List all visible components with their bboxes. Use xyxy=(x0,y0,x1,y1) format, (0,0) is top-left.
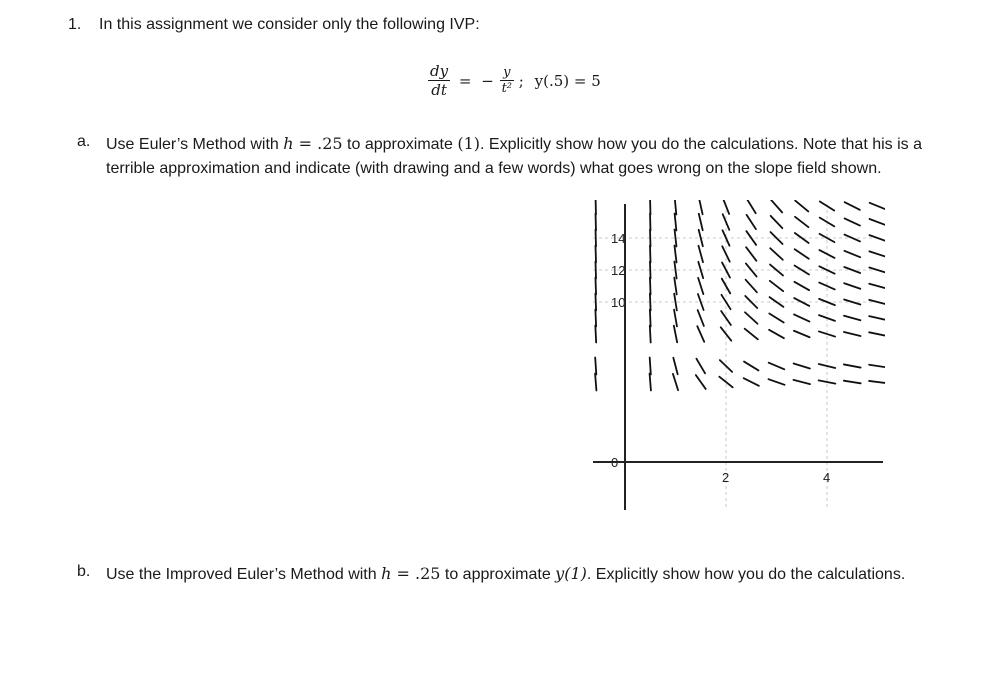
part-b-text xyxy=(106,562,936,587)
slope-segment xyxy=(869,316,885,320)
slope-segment xyxy=(795,217,808,227)
y-tick-label: 14 xyxy=(611,231,626,246)
ivp-equation xyxy=(428,62,601,99)
t-tick-label: 2 xyxy=(722,470,730,485)
y-tick-label: 10 xyxy=(611,295,626,310)
part-b-target: y(1) xyxy=(555,564,587,583)
slope-segment xyxy=(794,314,809,321)
slope-segments xyxy=(585,200,885,390)
slope-segment xyxy=(744,378,759,386)
slope-segment xyxy=(595,358,596,375)
slope-segment xyxy=(870,203,885,209)
slope-segment xyxy=(674,262,676,279)
slope-segment xyxy=(770,281,783,291)
slope-segment xyxy=(870,219,885,225)
slope-segment xyxy=(769,363,785,370)
slope-segment xyxy=(650,246,651,263)
slope-segment xyxy=(674,310,677,327)
slope-segment xyxy=(698,278,703,294)
slope-segment xyxy=(595,246,596,263)
slope-segment xyxy=(673,374,678,390)
slope-segment xyxy=(794,282,809,290)
slope-segment xyxy=(674,326,677,343)
slope-segment xyxy=(844,364,861,367)
slope-segment xyxy=(844,332,861,336)
slope-segment xyxy=(844,283,860,289)
slope-segment xyxy=(696,375,706,389)
part-a-text-2: to approximate xyxy=(342,136,458,153)
derivative-denominator: dt xyxy=(431,81,447,99)
slope-segment xyxy=(595,278,596,295)
part-b-h-value: = .25 xyxy=(391,564,441,583)
slope-segment xyxy=(650,294,651,311)
slope-segment xyxy=(746,231,756,245)
slope-segment xyxy=(650,310,651,327)
slope-segment xyxy=(697,326,704,342)
part-a-ref: (1) xyxy=(457,134,481,153)
part-b-text-1: Use the Improved Euler’s Method with xyxy=(106,566,382,583)
slope-segment xyxy=(746,247,756,261)
slope-segment xyxy=(795,233,809,243)
slope-segment xyxy=(845,218,860,225)
slope-segment xyxy=(769,330,784,338)
slope-segment xyxy=(747,200,756,213)
equals-sign: = xyxy=(458,71,472,90)
slope-segment xyxy=(770,248,783,259)
slope-segment xyxy=(845,202,860,210)
part-a-text-1: Use Euler’s Method with xyxy=(106,136,284,153)
part-b-label: b. xyxy=(77,563,91,580)
slope-segment xyxy=(650,374,651,391)
slope-segment xyxy=(795,249,809,258)
slope-segment xyxy=(795,201,808,212)
part-a-h-value: = .25 xyxy=(293,134,343,153)
slope-segment xyxy=(650,326,651,343)
slope-segment xyxy=(699,246,703,262)
axes xyxy=(593,204,883,510)
part-a-h-var: h xyxy=(283,134,294,153)
slope-segment xyxy=(674,278,676,295)
slope-segment xyxy=(747,215,756,229)
part-b-text-3: . Explicitly show how you do the calculations. xyxy=(586,566,906,583)
slope-segment xyxy=(869,284,885,289)
slope-segment xyxy=(844,316,860,321)
t-tick-label: 4 xyxy=(823,470,831,485)
part-a-label: a. xyxy=(77,133,91,150)
slope-segment xyxy=(699,200,703,214)
slope-segment xyxy=(674,294,677,311)
rhs-numerator: y xyxy=(500,65,514,81)
slope-segment xyxy=(673,358,677,374)
slope-segment xyxy=(595,374,596,391)
slope-segment xyxy=(595,262,596,279)
y-tick-label: 12 xyxy=(611,263,626,278)
slope-segment xyxy=(595,294,596,311)
derivative-fraction xyxy=(428,62,450,99)
initial-condition: y(.5) = 5 xyxy=(534,71,601,90)
tick-labels xyxy=(611,231,830,485)
slope-segment xyxy=(769,313,783,322)
question-intro: In this assignment we consider only the following IVP: xyxy=(99,16,480,33)
slope-segment xyxy=(820,201,834,210)
part-a-text-3: . Explicitly show how you do the calculations. Note that his is a terrible approximation and indicate (with drawing and a few words) what goes wrong on the slope field shown. xyxy=(106,136,923,177)
slope-segment xyxy=(794,298,809,306)
derivative-numerator: dy xyxy=(430,62,449,80)
slope-segment xyxy=(698,310,704,326)
slope-segment xyxy=(771,216,783,228)
slope-field-plot xyxy=(585,200,885,515)
slope-segment xyxy=(768,379,784,385)
slope-segment xyxy=(819,250,834,258)
slope-segment xyxy=(771,200,782,212)
slope-segment xyxy=(595,310,596,327)
slope-segment xyxy=(595,326,596,343)
part-a-text xyxy=(106,132,936,181)
slope-segment xyxy=(650,358,651,375)
minus-sign: − xyxy=(481,71,494,90)
slope-segment xyxy=(746,280,757,293)
slope-segment xyxy=(869,381,885,383)
slope-segment xyxy=(745,329,758,340)
rhs-denominator: t² xyxy=(501,81,513,96)
slope-segment xyxy=(675,214,677,231)
slope-segment xyxy=(844,251,860,257)
slope-segment xyxy=(794,380,810,384)
slope-segment xyxy=(794,331,810,338)
slope-segment xyxy=(674,246,676,263)
slope-segment xyxy=(650,262,651,279)
slope-segment xyxy=(869,251,885,256)
slope-segment xyxy=(844,381,861,384)
slope-segment xyxy=(744,362,759,371)
slope-segment xyxy=(794,363,810,368)
slope-segment xyxy=(699,214,703,231)
slope-segment xyxy=(745,312,758,323)
slope-segment xyxy=(675,200,677,214)
rhs-fraction xyxy=(500,65,514,96)
slope-segment xyxy=(675,230,677,247)
slope-segment xyxy=(869,332,885,335)
slope-segment xyxy=(795,266,809,275)
question-number: 1. xyxy=(68,16,82,33)
slope-segment xyxy=(696,359,705,374)
part-b-h-var: h xyxy=(381,564,392,583)
y-tick-label: 0 xyxy=(611,455,619,470)
separator: ; xyxy=(518,71,524,90)
slope-segment xyxy=(650,278,651,295)
slope-segment xyxy=(723,230,730,246)
slope-segment xyxy=(722,279,730,294)
slope-segment xyxy=(869,365,885,368)
part-b-text-2: to approximate xyxy=(440,566,556,583)
